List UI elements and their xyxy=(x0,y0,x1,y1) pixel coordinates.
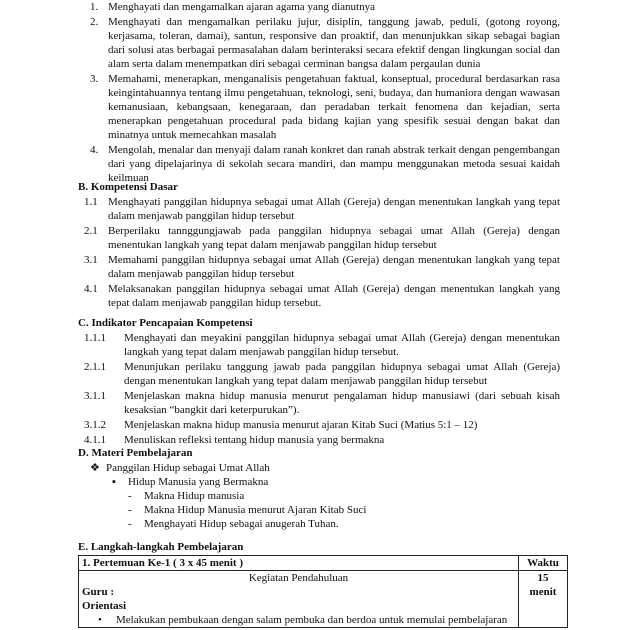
item-number: 3.1 xyxy=(84,254,98,266)
item-text: Menunjukan perilaku tanggung jawab pada panggilan hidupnya sebagai umat Allah (Gereja) dengan menentukan langkah yang tepat dalam menjawab panggilan hidup tersebut xyxy=(124,361,560,387)
item-text: Panggilan Hidup sebagai Umat Allah xyxy=(106,462,270,474)
item-number: 4. xyxy=(90,144,99,156)
section-heading: C. Indikator Pencapaian Kompetensi xyxy=(78,317,253,329)
list-item xyxy=(0,195,638,223)
item-number: 1.1 xyxy=(84,196,98,208)
section-heading: D. Materi Pembelajaran xyxy=(78,447,193,459)
item-text: Menghayati panggilan hidupnya sebagai umat Allah (Gereja) dengan menentukan langkah yang tepat dalam menjawab panggilan hidup tersebut xyxy=(108,196,560,222)
item-number: 1.1.1 xyxy=(84,332,106,344)
list-item xyxy=(0,15,638,71)
waktu-value: 15 xyxy=(537,572,549,584)
langkah-section xyxy=(0,540,638,628)
list-item xyxy=(0,418,638,432)
item-number: 1. xyxy=(90,1,99,13)
item-text: Makna Hidup Manusia menurut Ajaran Kitab Suci xyxy=(144,504,367,516)
item-text: Makna Hidup manusia xyxy=(144,490,245,502)
section-heading: B. Kompetensi Dasar xyxy=(78,181,178,193)
item-text: Melakukan pembukaan dengan salam pembuka dan berdoa untuk memulai pembelajaran xyxy=(116,614,508,626)
item-text: Menghayati dan meyakini panggilan hidupnya sebagai umat Allah (Gereja) dengan menentukan langkah yang tepat dalam menjawab panggilan hidup tersebut. xyxy=(124,332,560,358)
list-item xyxy=(128,489,638,503)
list-item xyxy=(0,282,638,310)
kompetensi-inti-list xyxy=(0,0,638,186)
list-item xyxy=(0,253,638,281)
indikator-section xyxy=(0,316,638,448)
list-item xyxy=(0,224,638,252)
item-text: Melaksanakan panggilan hidupnya sebagai umat Allah (Gereja) dengan menentukan langkah yang tepat dalam menjawab panggilan hidup tersebut. xyxy=(108,283,560,309)
list-item xyxy=(0,0,638,14)
meeting-cell: 1. Pertemuan Ke-1 ( 3 x 45 menit ) xyxy=(79,556,519,571)
item-text: Menghayati dan mengamalkan perilaku jujur, disiplin, tanggung jawab, peduli, (gotong royong, kerjasama, toleran, damai), santun, responsive dan proaktif, dan menunjukkan sikap sebagai bagian dari solusi atas berbagai permasalahan dalam berinteraksi secara efektif dengan lingkungan social dan alam serta dalam menempatkan diri sebagai cerminan bangsa dalam pergaulan dunia xyxy=(108,16,560,70)
item-text: Mengolah, menalar dan menyaji dalam ranah konkret dan ranah abstrak terkait dengan pengembangan dari yang dipelajarinya di sekolah secara mandiri, dan mampu menggunakan metoda sesuai kaidah keilmuan xyxy=(108,144,560,184)
kompetensi-dasar-section xyxy=(0,180,638,311)
waktu-cell xyxy=(519,571,568,628)
item-number: 2. xyxy=(90,16,99,28)
materi-section xyxy=(0,446,638,531)
table-row xyxy=(79,556,568,571)
item-number: 2.1.1 xyxy=(84,361,106,373)
list-item xyxy=(90,461,638,475)
item-text: Memahami, menerapkan, menganalisis pengetahuan faktual, konseptual, procedural berdasarkan rasa keingintahuannya tentang ilmu pengetahuan, teknologi, seni, budaya, dan humaniora dengan wawasan kemanusiaan, kebangsaan, kenegaraan, dan peradaban terkait fenomena dan kejadian, serta menerapkan pengetahuan procedural pada bidang kajian yang spesifik sesuai dengan bakat dan minatnya untuk memecahkan masalah xyxy=(108,73,560,141)
item-number: 2.1 xyxy=(84,225,98,237)
waktu-header-cell: Waktu xyxy=(519,556,568,571)
waktu-unit: menit xyxy=(529,586,557,598)
activity-cell xyxy=(79,571,519,628)
item-text: Menuliskan refleksi tentang hidup manusia yang bermakna xyxy=(124,434,385,446)
list-item xyxy=(0,389,638,417)
list-item xyxy=(0,143,638,185)
list-item xyxy=(112,475,638,489)
item-text: Memahami panggilan hidupnya sebagai umat Allah (Gereja) dengan menentukan langkah yang tepat dalam menjawab panggilan hidup tersebut xyxy=(108,254,560,280)
item-number: 3.1.2 xyxy=(84,419,106,431)
item-text: Menghayati dan mengamalkan ajaran agama yang dianutnya xyxy=(108,1,375,13)
orientasi-label: Orientasi xyxy=(82,600,126,612)
dash-bullet-icon: - xyxy=(128,490,132,502)
dash-bullet-icon: - xyxy=(128,504,132,516)
kegiatan-title: Kegiatan Pendahuluan xyxy=(248,572,349,584)
item-text: Menghayati Hidup sebagai anugerah Tuhan. xyxy=(144,518,339,530)
list-item xyxy=(82,613,515,627)
item-text: Menjelaskan makna hidup manusia menurut ajaran Kitab Suci (Matius 5:1 – 12) xyxy=(124,419,478,431)
langkah-table xyxy=(78,555,568,628)
table-row xyxy=(79,571,568,628)
list-item xyxy=(0,433,638,447)
list-item xyxy=(0,72,638,142)
list-item xyxy=(128,517,638,531)
item-number: 3. xyxy=(90,73,99,85)
item-text: Hidup Manusia yang Bermakna xyxy=(128,476,269,488)
list-item xyxy=(128,503,638,517)
square-bullet-icon: ▪ xyxy=(112,476,116,488)
diamond-bullet-icon: ❖ xyxy=(90,462,100,474)
item-number: 3.1.1 xyxy=(84,390,106,402)
item-text: Berperilaku tannggungjawab pada panggilan hidupnya sebagai umat Allah (Gereja) dengan menentukan langkah yang tepat dalam menjawab panggilan hidup tersebut xyxy=(108,225,560,251)
list-item xyxy=(0,331,638,359)
item-number: 4.1 xyxy=(84,283,98,295)
guru-label: Guru : xyxy=(82,586,115,598)
bullet-icon: • xyxy=(98,614,102,626)
list-item xyxy=(0,360,638,388)
section-heading: E. Langkah-langkah Pembelajaran xyxy=(78,541,244,553)
item-number: 4.1.1 xyxy=(84,434,106,446)
item-text: Menjelaskan makna hidup manusia menurut pengalaman hidup manusiawi (dari sebuah kisah kesaksian “bangkit dari keterpurukan”). xyxy=(124,390,560,416)
dash-bullet-icon: - xyxy=(128,518,132,530)
